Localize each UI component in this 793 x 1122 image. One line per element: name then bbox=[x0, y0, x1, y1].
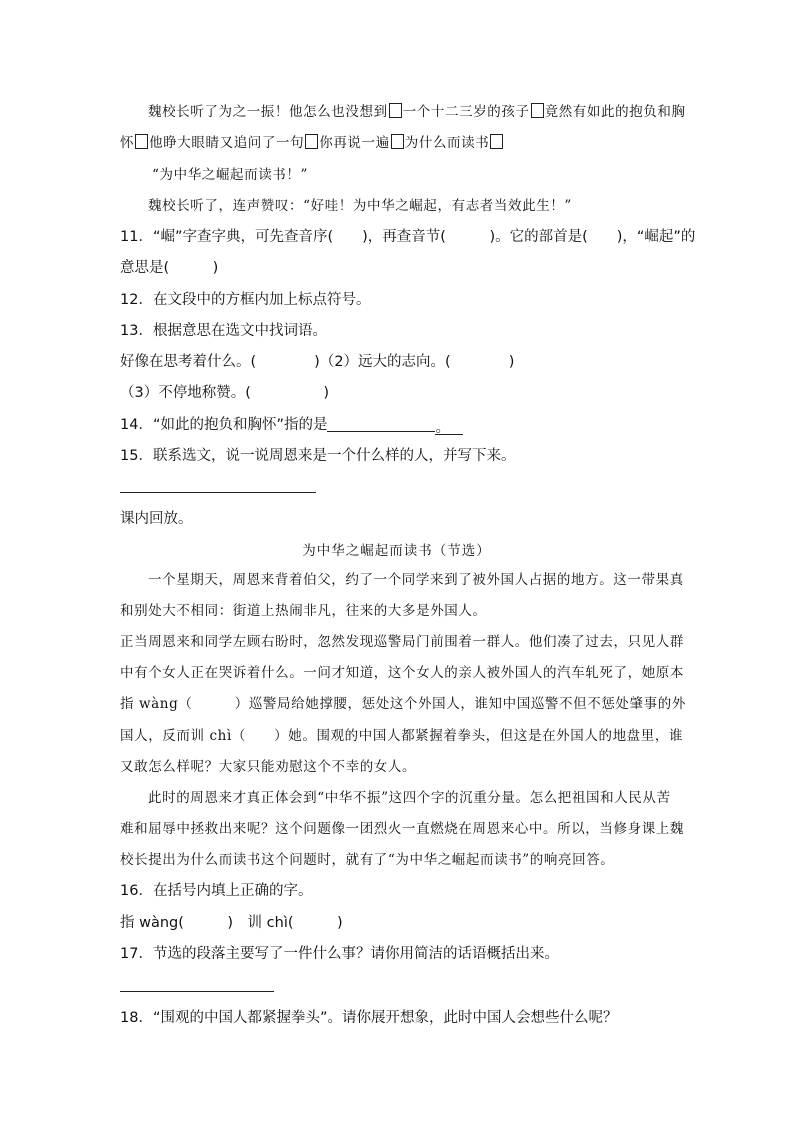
passage2-line: 此时的周恩来才真正体会到“中华不振”这四个字的沉重分量。怎么把祖国和人民从苦 bbox=[148, 790, 671, 806]
punctuation-box[interactable] bbox=[305, 134, 318, 149]
question-13-item-3: （3）不停地称赞。( ) bbox=[120, 385, 330, 401]
passage2-line: 国人，反而训 chì（ ）她。围观的中国人都紧握着拳头，但这是在外国人的地盘里，谁 bbox=[120, 728, 684, 744]
question-18: 18．“围观的中国人都紧握拳头”。请你展开想象，此时中国人会想些什么呢？ bbox=[120, 1010, 618, 1026]
passage2-line: 和别处大不相同：街道上热闹非凡，往来的大多是外国人。 bbox=[120, 603, 487, 619]
question-16: 16．在括号内填上正确的字。 bbox=[120, 883, 313, 899]
passage1-line1: 魏校长听了为之一振！他怎么也没想到 一个十二三岁的孩子 竟然有如此的抱负和胸 bbox=[148, 104, 686, 120]
passage2-line: 正当周恩来和同学左顾右盼时，忽然发现巡警局门前围着一群人。他们凑了过去，只见人群 bbox=[120, 634, 684, 650]
answer-line[interactable] bbox=[120, 492, 316, 493]
question-11-line2: 意思是( ) bbox=[120, 260, 219, 276]
passage2-line: 指 wàng（ ）巡警局给她撑腰，惩处这个外国人，谁知中国巡警不但不惩处肇事的外 bbox=[120, 696, 686, 712]
question-13: 13．根据意思在选文中找词语。 bbox=[120, 323, 327, 339]
passage1-quote: “为中华之崛起而读书！” bbox=[152, 167, 309, 183]
punctuation-box[interactable] bbox=[135, 134, 148, 149]
passage1-line2: 怀 他睁大眼睛又追问了一句 你再说一遍 为什么而读书 bbox=[120, 133, 504, 153]
answer-blank[interactable] bbox=[327, 415, 435, 432]
question-13-items-1-2: 好像在思考着什么。( )（2）远大的志向。( ) bbox=[120, 354, 515, 370]
punctuation-box[interactable] bbox=[389, 103, 402, 118]
question-14: 14．“如此的抱负和胸怀”指的是 。 bbox=[120, 415, 463, 435]
answer-line[interactable] bbox=[120, 991, 274, 992]
passage2-title: 为中华之崛起而读书（节选） bbox=[302, 543, 491, 559]
punctuation-box[interactable] bbox=[531, 103, 544, 118]
passage2-line: 又敢怎么样呢？大家只能劝慰这个不幸的女人。 bbox=[120, 759, 417, 775]
passage2-line: 一个星期天，周恩来背着伯父，约了一个同学来到了被外国人占据的地方。这一带果真 bbox=[148, 572, 684, 588]
question-17: 17．节选的段落主要写了一件什么事？请你用简洁的话语概括出来。 bbox=[120, 946, 559, 962]
question-11-line1: 11．“崛”字查字典，可先查音序( )，再查音节( )。它的部首是( )，“崛起”的 bbox=[120, 229, 696, 245]
passage2-line: 校长提出为什么而读书这个问题时，就有了“为中华之崛起而读书”的响亮回答。 bbox=[120, 852, 615, 868]
punctuation-box[interactable] bbox=[490, 134, 503, 149]
passage1-line3: 魏校长听了，连声赞叹：“好哇！为中华之崛起，有志者当效此生！” bbox=[148, 198, 572, 214]
question-12: 12．在文段中的方框内加上标点符号。 bbox=[120, 292, 371, 308]
section-label: 课内回放。 bbox=[120, 511, 193, 527]
question-15: 15．联系选文，说一说周恩来是一个什么样的人，并写下来。 bbox=[120, 448, 516, 464]
passage2-line: 难和屈辱中拯救出来呢？这个问题像一团烈火一直燃烧在周恩来心中。所以，当修身课上魏 bbox=[120, 821, 684, 837]
question-16-items: 指 wàng( ) 训 chì( ) bbox=[120, 915, 343, 931]
punctuation-box[interactable] bbox=[391, 134, 404, 149]
passage2-line: 中有个女人正在哭诉着什么。一问才知道，这个女人的亲人被外国人的汽车轧死了，她原本 bbox=[120, 665, 684, 681]
